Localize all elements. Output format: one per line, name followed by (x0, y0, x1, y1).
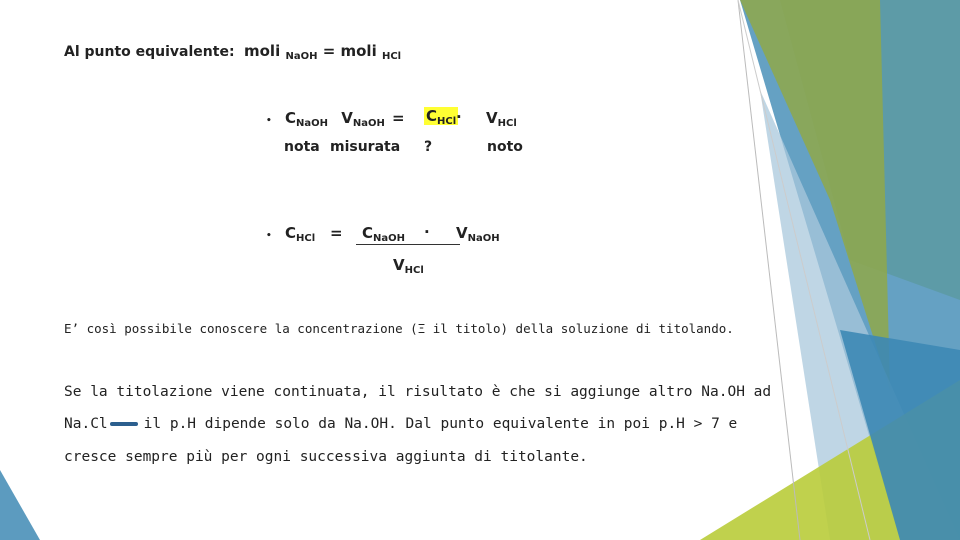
formula-1 (266, 109, 385, 129)
v-hcl: $V_{HCl}$ (486, 109, 517, 129)
label-misurata: misurata (330, 139, 401, 155)
moles-equals: = (322, 42, 336, 60)
moles-hcl-word: moli (340, 42, 377, 60)
paragraph-line-3: cresce sempre più per ogni successiva aggiunta di titolante. (64, 449, 588, 465)
numerator-v-naoh: $V_{NaOH}$ (456, 224, 500, 244)
moles-naoh-sub: NaOH (285, 51, 318, 62)
label-unknown: ? (424, 139, 433, 155)
v-naoh: $V_{NaOH}$ (341, 109, 385, 129)
right-arrow-icon (110, 422, 138, 426)
numerator-c-naoh: $C_{NaOH}$ (362, 224, 406, 244)
label-nota: nota (284, 139, 320, 155)
paragraph-line-1: Se la titolazione viene continuata, il risultato è che si aggiunge altro Na.OH ad (64, 384, 772, 400)
bullet-1: • (266, 116, 272, 126)
c-hcl-highlighted (424, 107, 458, 127)
moles-equation (244, 42, 401, 62)
c-hcl: $C_{HCl}$ (285, 224, 316, 244)
formula-2-equals: = (330, 224, 343, 242)
moles-naoh-word: moli (244, 42, 281, 60)
label-noto: noto (487, 139, 523, 155)
highlight-box: $C_{HCl}$ (426, 107, 457, 127)
paragraph-concentration: E’ così possibile conoscere la concentrazione (Ξ il titolo) della soluzione di titolando. (64, 321, 734, 336)
bullet-2: • (266, 231, 272, 241)
paragraph-line-2 (64, 416, 737, 432)
nacl-text: Na.Cl (64, 416, 108, 432)
deco-corner-left (0, 470, 40, 540)
numerator-dot: · (424, 223, 430, 241)
denominator-v-hcl: $V_{HCl}$ (393, 256, 424, 276)
formula-1-equals: = (392, 109, 405, 127)
c-naoh: $C_{NaOH}$ (285, 109, 329, 129)
ph-text: il p.H dipende solo da Na.OH. Dal punto equivalente in poi p.H > 7 e (143, 416, 738, 432)
formula-1-dot: · (456, 108, 462, 126)
formula-2 (266, 224, 315, 244)
fraction-bar (356, 244, 460, 245)
moles-hcl-sub: HCl (381, 51, 402, 62)
equivalence-label: Al punto equivalente: (64, 44, 235, 60)
